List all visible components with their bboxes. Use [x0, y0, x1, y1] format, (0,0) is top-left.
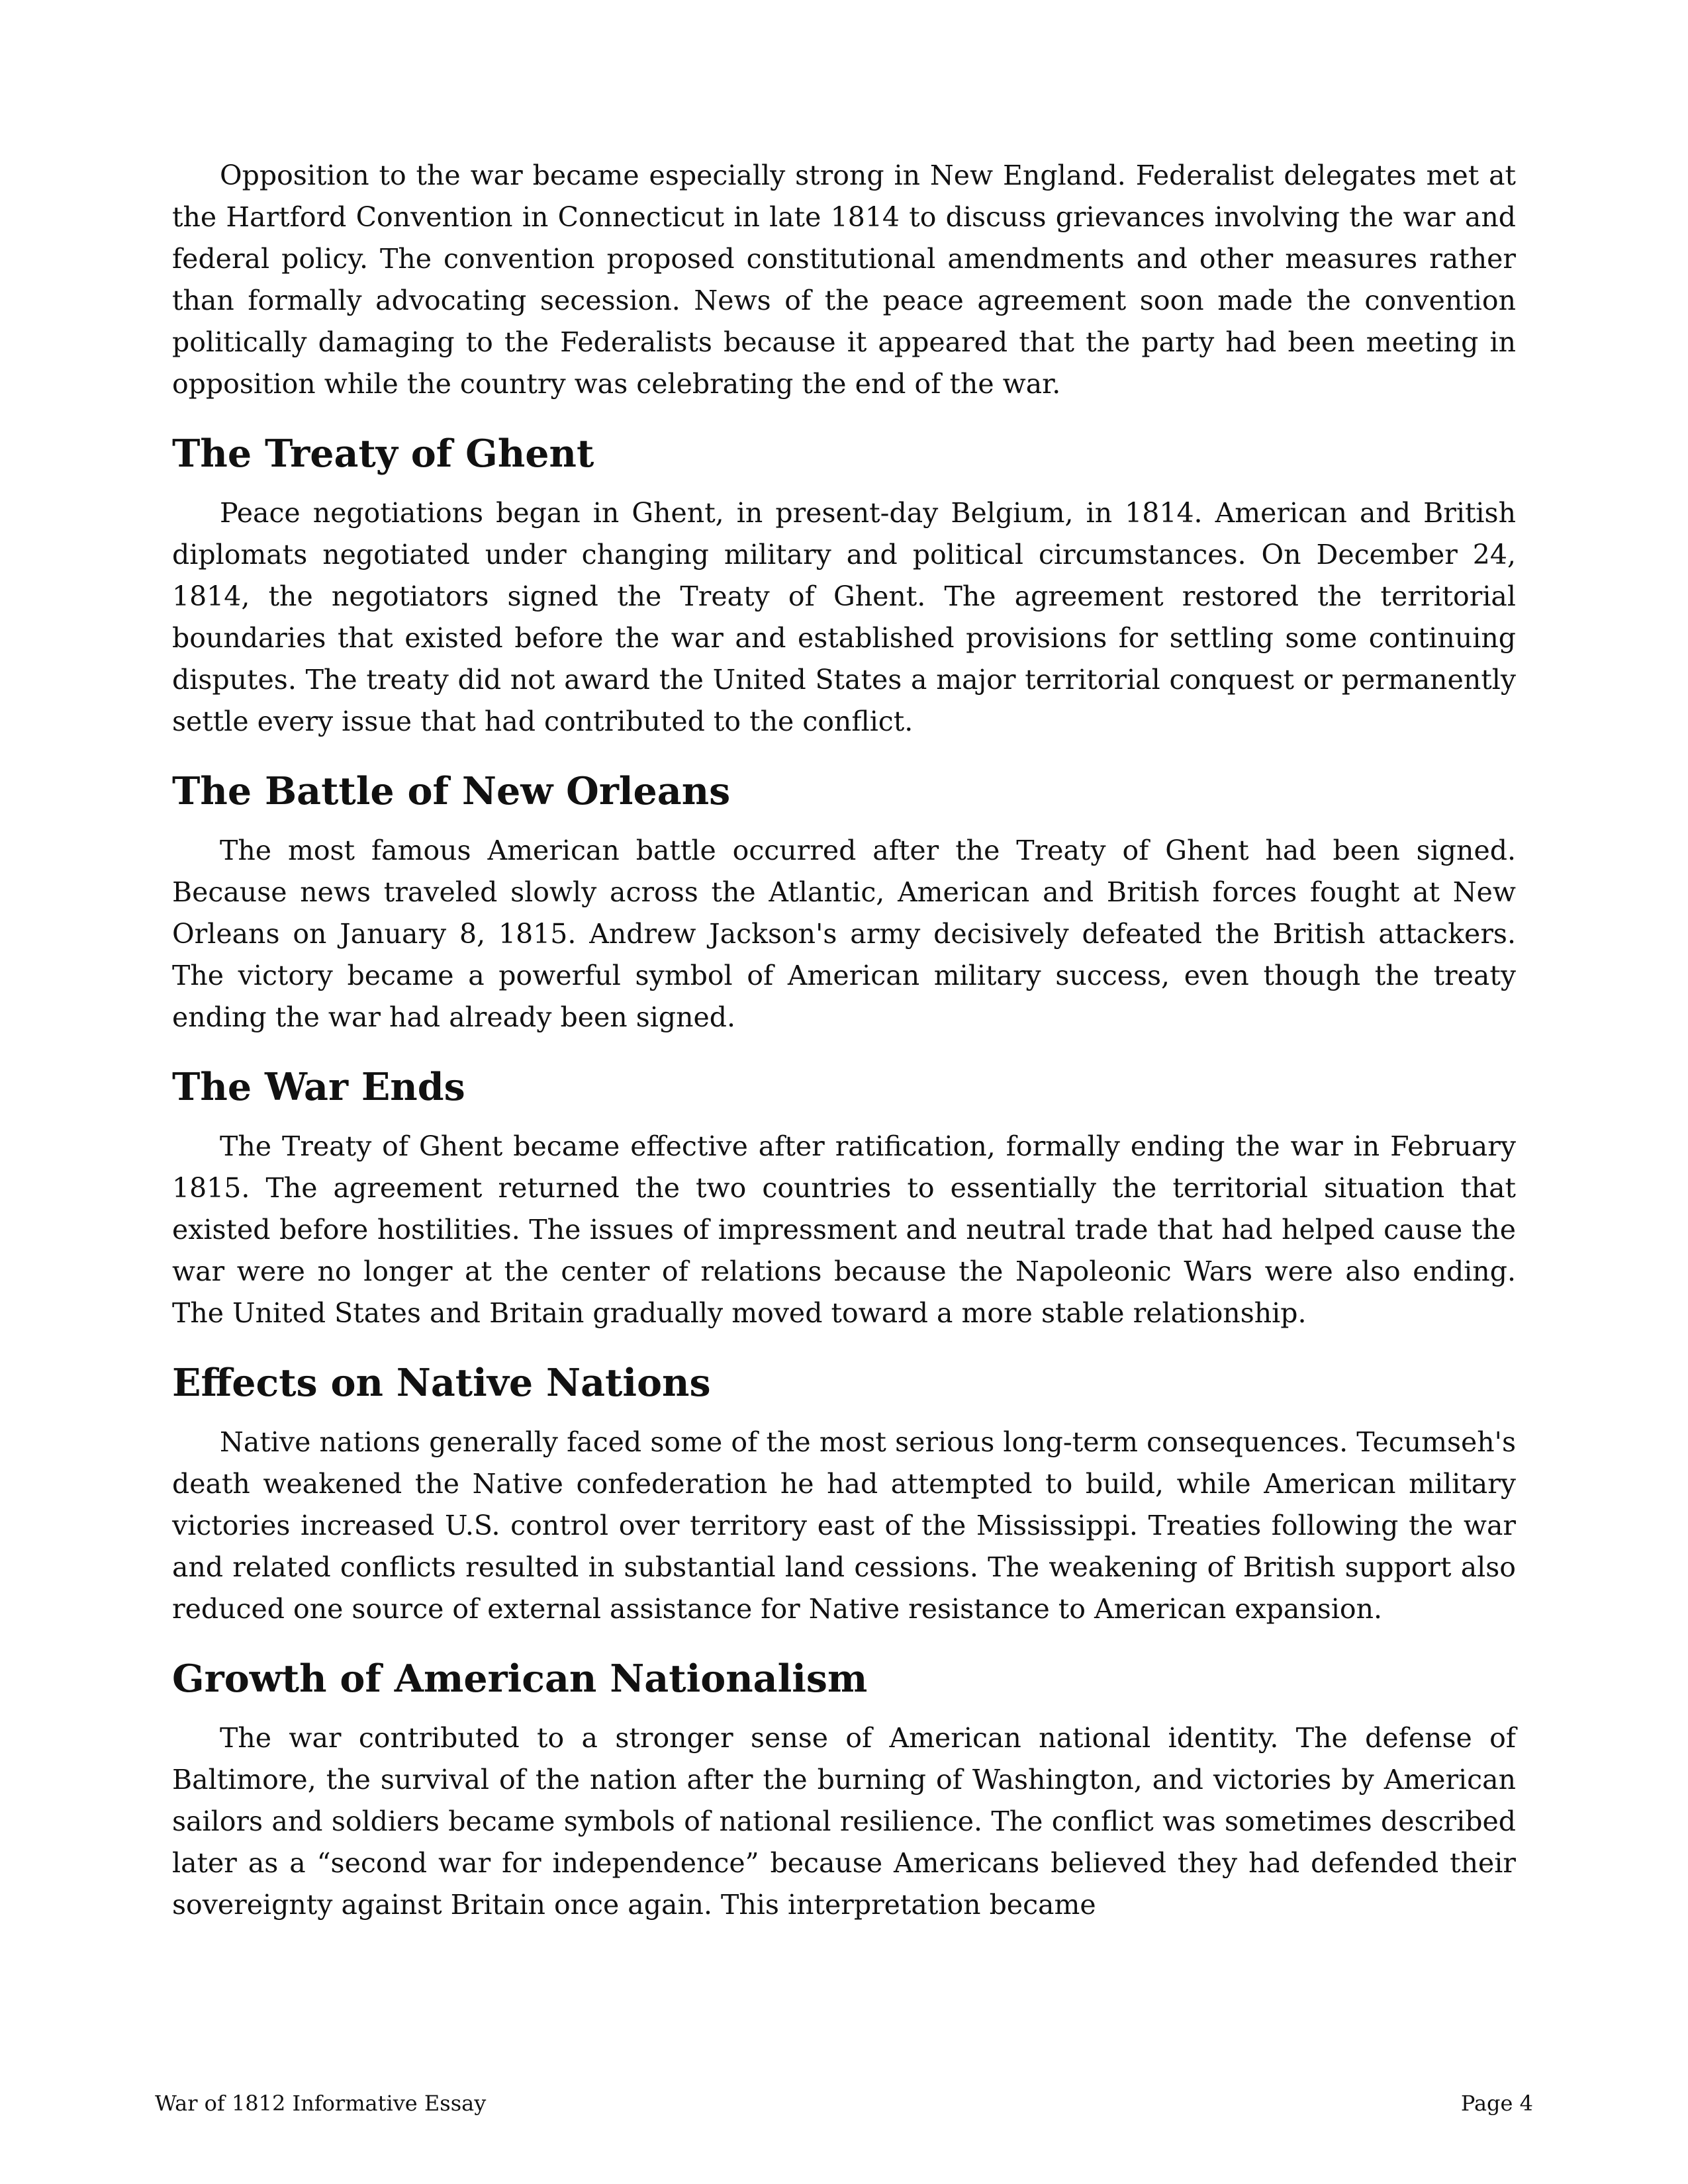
heading-treaty-of-ghent: The Treaty of Ghent [172, 432, 594, 476]
paragraph-effects-native-nations: Native nations generally faced some of the most serious long-term consequences. Tecumseh's death weakened the Native confederation he had attempted to build, while American military victories increased U.S. control over territory east of the Mississippi. Treaties following the war and related conflicts resulted in substantial land cessions. The weakening of British support also reduced one source of external assistance for Native resistance to American expansion. [172, 1426, 1516, 1625]
footer-document-title: War of 1812 Informative Essay [155, 2091, 487, 2116]
document-body [172, 155, 1516, 1926]
heading-battle-of-new-orleans: The Battle of New Orleans [172, 769, 731, 813]
paragraph-treaty-of-ghent: Peace negotiations began in Ghent, in present-day Belgium, in 1814. American and British diplomats negotiated under changing military and political circumstances. On December 24, 1814, the negotiators signed the Treaty of Ghent. The agreement restored the territorial boundaries that existed before the war and established provisions for settling some continuing disputes. The treaty did not award the United States a major territorial conquest or permanently settle every issue that had contributed to the conflict. [172, 497, 1516, 737]
heading-effects-native-nations: Effects on Native Nations [172, 1361, 711, 1405]
footer-page-number: Page 4 [1460, 2091, 1533, 2116]
paragraph-war-ends: The Treaty of Ghent became effective after ratification, formally ending the war in February 1815. The agreement returned the two countries to essentially the territorial situation that existed before hostilities. The issues of impressment and neutral trade that had helped cause the war were no longer at the center of relations because the Napoleonic Wars were also ending. The United States and Britain gradually moved toward a more stable relationship. [172, 1130, 1516, 1329]
paragraph-battle-of-new-orleans: The most famous American battle occurred after the Treaty of Ghent had been signed. Because news traveled slowly across the Atlantic, American and British forces fought at New Orleans on January 8, 1815. Andrew Jackson's army decisively defeated the British attackers. The victory became a powerful symbol of American military success, even though the treaty ending the war had already been signed. [172, 835, 1516, 1033]
paragraph-hartford-convention: Opposition to the war became especially strong in New England. Federalist delegates met at the Hartford Convention in Connecticut in late 1814 to discuss grievances involving the war and federal policy. The convention proposed constitutional amendments and other measures rather than formally advocating secession. News of the peace agreement soon made the convention politically damaging to the Federalists because it appeared that the party had been meeting in opposition while the country was celebrating the end of the war. [172, 159, 1516, 400]
heading-war-ends: The War Ends [172, 1065, 465, 1109]
paragraph-american-nationalism: The war contributed to a stronger sense of American national identity. The defense of Baltimore, the survival of the nation after the burning of Washington, and victories by American sailors and soldiers became symbols of national resilience. The conflict was sometimes described later as a “second war for independence” because Americans believed they had defended their sovereignty against Britain once again. This interpretation became [172, 1722, 1516, 1921]
heading-american-nationalism: Growth of American Nationalism [172, 1657, 868, 1701]
